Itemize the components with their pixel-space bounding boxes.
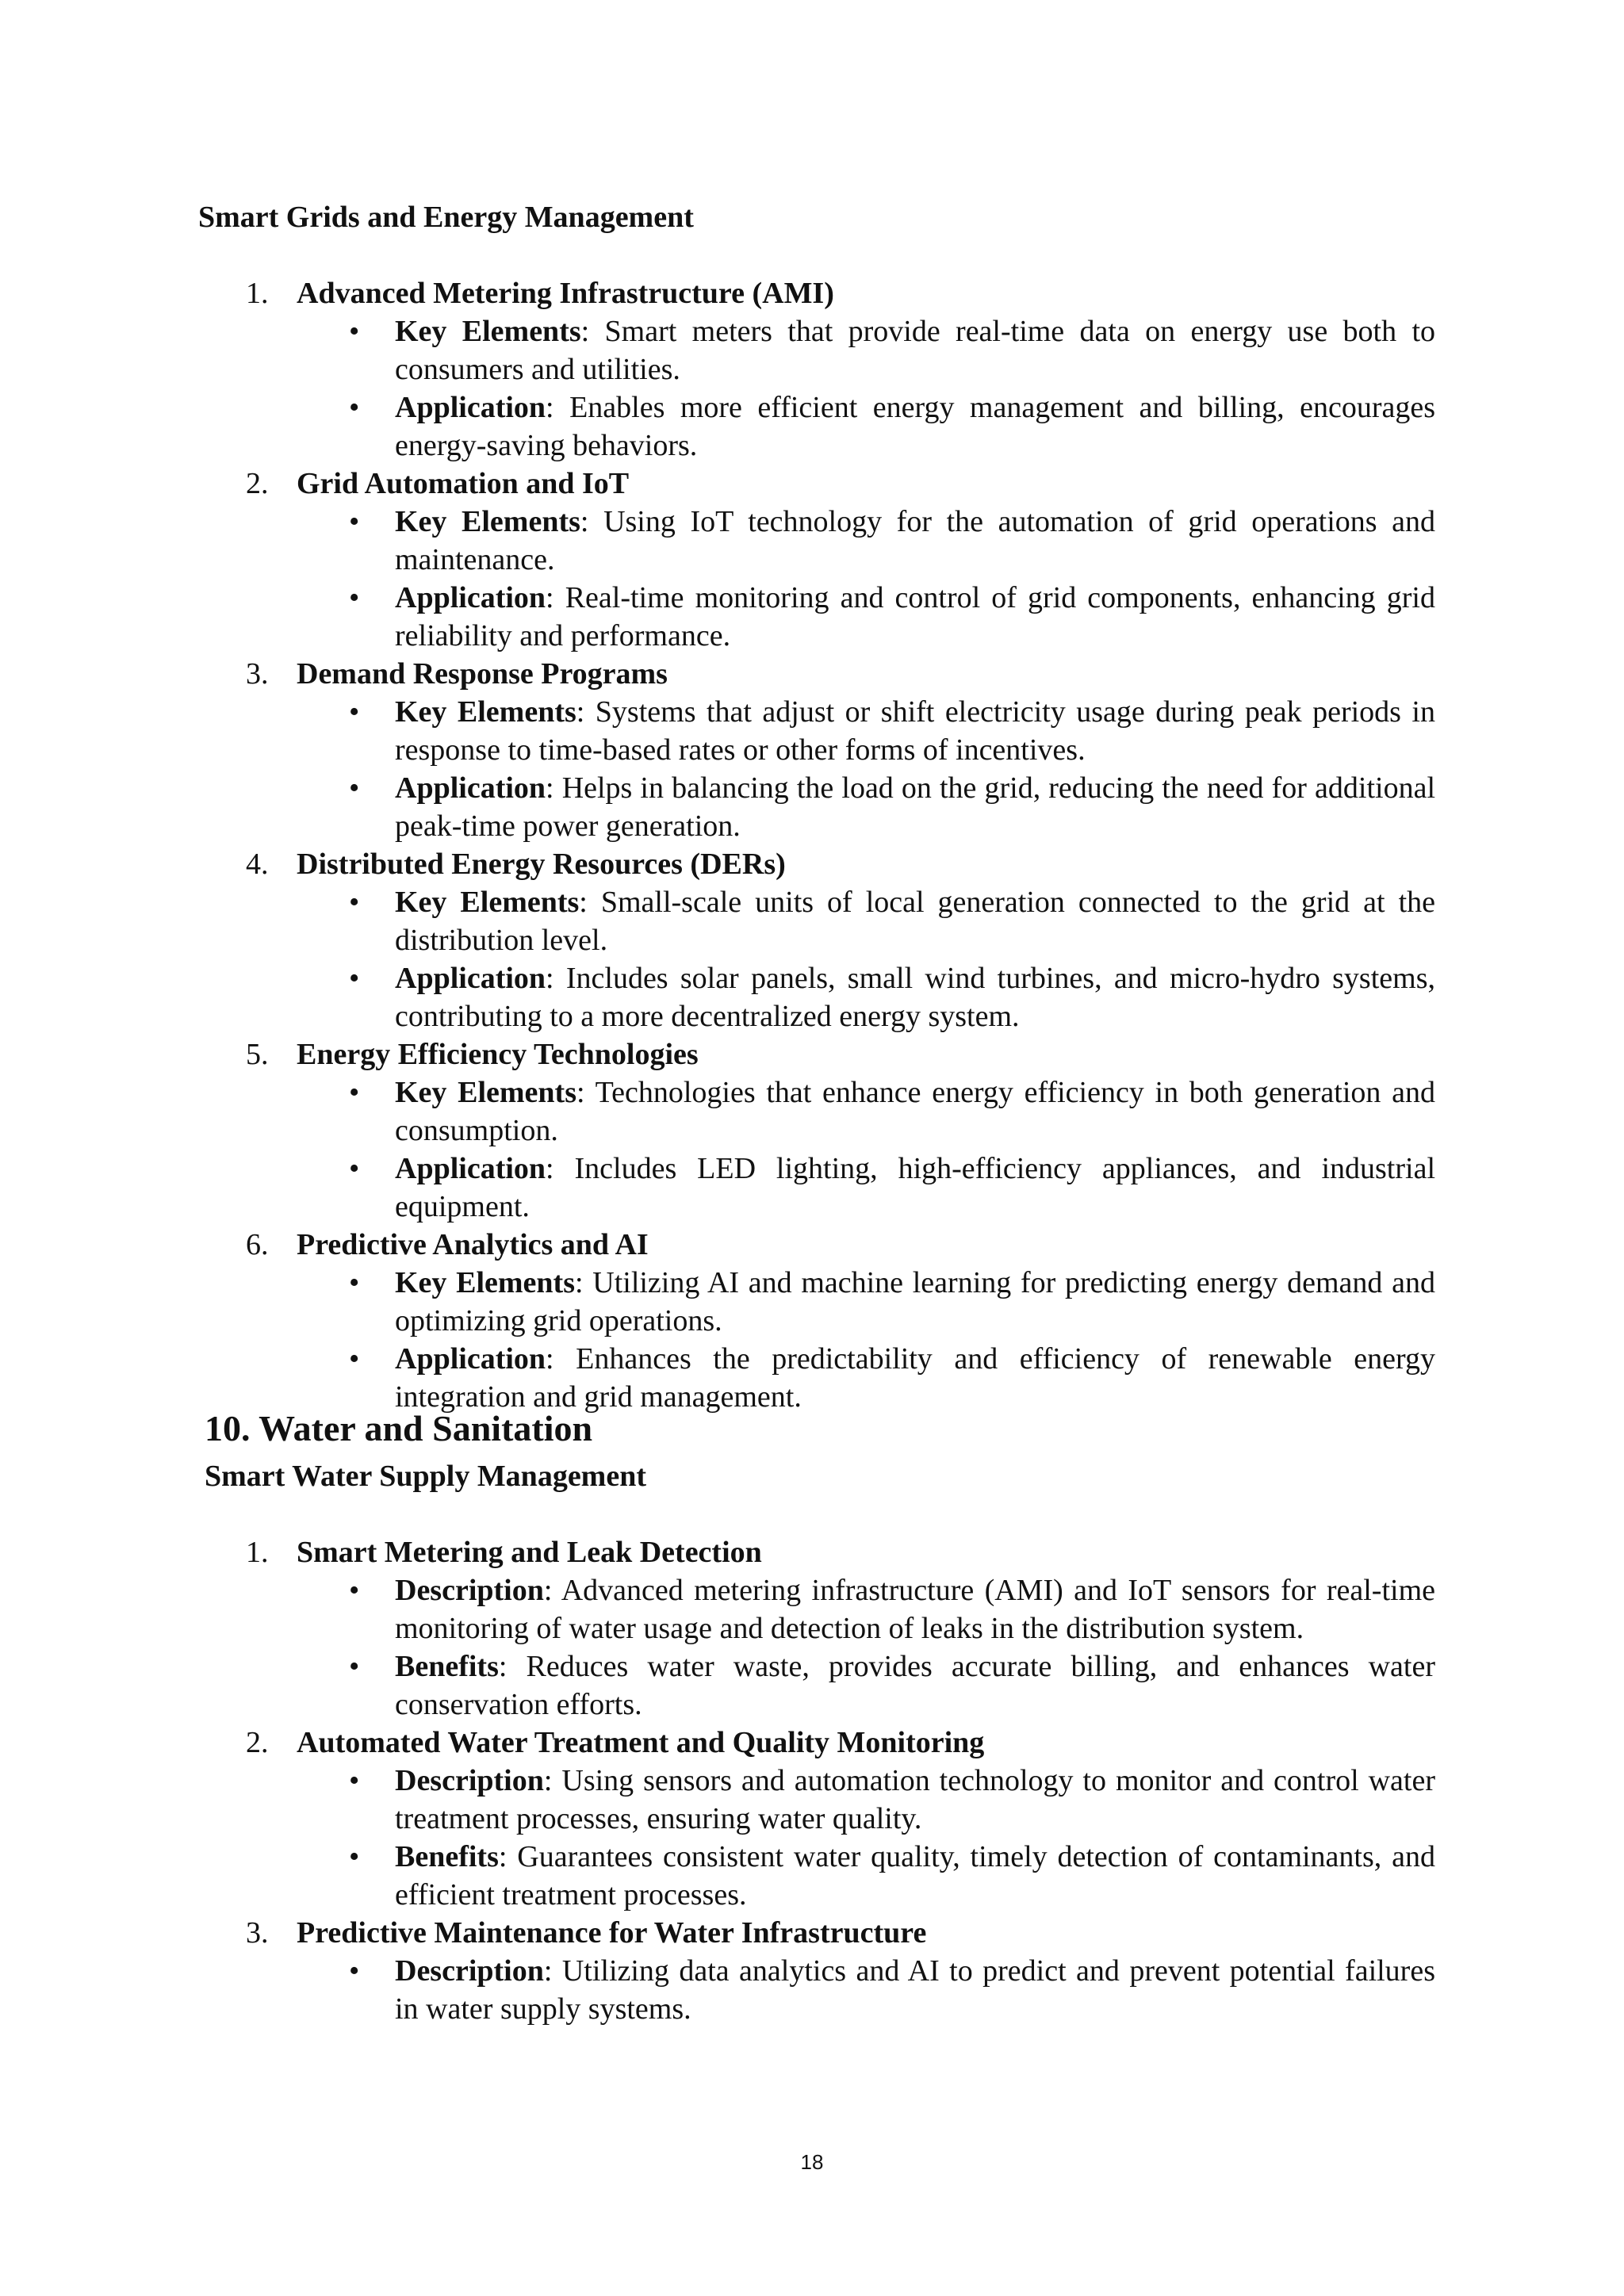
bullet-text: : Advanced metering infrastructure (AMI) and IoT sensors for real-time monitoring of water usage and detection of leaks in the distribution system. <box>395 1574 1435 1645</box>
bullet-label: Key Elements <box>395 1266 575 1299</box>
list-item-heading <box>0 1035 1624 1073</box>
bullet-point <box>349 1073 1435 1150</box>
bullet-text: : Utilizing data analytics and AI to predict and prevent potential failures in water supply systems. <box>395 1954 1435 2026</box>
list-item <box>0 1724 1624 1914</box>
bullet-text: : Using IoT technology for the automation of grid operations and maintenance. <box>395 505 1436 576</box>
item-number: 4. <box>246 848 269 881</box>
bullet-icon: • <box>349 695 360 729</box>
list-item <box>0 465 1624 655</box>
list-item <box>0 1914 1624 2028</box>
bullet-icon: • <box>349 771 360 805</box>
bullet-label: Application <box>395 1152 546 1185</box>
bullet-point <box>349 1571 1435 1647</box>
list-item-heading <box>0 655 1624 693</box>
bullet-label: Description <box>395 1574 544 1607</box>
item-title: Advanced Metering Infrastructure (AMI) <box>297 277 834 310</box>
bullet-point <box>349 1952 1435 2028</box>
item-title: Smart Metering and Leak Detection <box>297 1536 762 1569</box>
bullet-point <box>349 388 1435 465</box>
bullet-label: Key Elements <box>395 695 576 729</box>
bullet-label: Key Elements <box>395 886 580 919</box>
item-number: 6. <box>246 1228 269 1261</box>
bullet-point <box>349 1340 1435 1416</box>
bullet-icon: • <box>349 1954 360 1988</box>
item-number: 3. <box>246 657 269 691</box>
item-title: Distributed Energy Resources (DERs) <box>297 848 786 881</box>
bullet-label: Description <box>395 1954 544 1988</box>
list-item-heading <box>0 1226 1624 1264</box>
bullet-point <box>349 312 1435 388</box>
list-item-heading <box>0 1533 1624 1571</box>
item-title: Automated Water Treatment and Quality Monitoring <box>297 1726 985 1759</box>
bullet-icon: • <box>349 1076 360 1109</box>
list-item-heading <box>0 1724 1624 1762</box>
bullet-icon: • <box>349 391 360 424</box>
bullet-label: Description <box>395 1764 544 1797</box>
bullet-text: : Enhances the predictability and efficiency of renewable energy integration and grid management. <box>395 1342 1435 1414</box>
bullet-label: Key Elements <box>395 315 581 348</box>
item-title: Predictive Maintenance for Water Infrastructure <box>297 1916 927 1950</box>
bullet-point <box>349 503 1436 579</box>
section-subheading-smart-water: Smart Water Supply Management <box>205 1460 646 1493</box>
list-item-heading <box>0 845 1624 883</box>
bullet-text: : Helps in balancing the load on the grid, reducing the need for additional peak-time power generation. <box>395 771 1435 843</box>
section-subheading-smart-grids: Smart Grids and Energy Management <box>198 201 694 234</box>
item-title: Demand Response Programs <box>297 657 668 691</box>
bullet-label: Application <box>395 962 546 995</box>
bullet-text: : Using sensors and automation technology to monitor and control water treatment processes, ensuring water quality. <box>395 1764 1435 1835</box>
bullet-text: : Systems that adjust or shift electricity usage during peak periods in response to time-based rates or other forms of incentives. <box>395 695 1435 767</box>
list-item <box>0 274 1624 465</box>
bullet-text: : Small-scale units of local generation connected to the grid at the distribution level. <box>395 886 1435 957</box>
section-heading-water-sanitation: 10. Water and Sanitation <box>205 1408 593 1448</box>
bullet-text: : Smart meters that provide real-time data on energy use both to consumers and utilities. <box>395 315 1435 386</box>
list-item <box>0 1035 1624 1226</box>
bullet-label: Key Elements <box>395 505 580 538</box>
bullet-point <box>349 1762 1435 1838</box>
bullet-text: : Reduces water waste, provides accurate billing, and enhances water conservation efforts. <box>395 1650 1435 1721</box>
bullet-icon: • <box>349 315 360 348</box>
bullet-text: : Enables more efficient energy management and billing, encourages energy-saving behaviors. <box>395 391 1435 462</box>
bullet-point <box>349 1150 1435 1226</box>
bullet-point <box>349 693 1435 769</box>
list-item-heading <box>0 1914 1624 1952</box>
bullet-label: Benefits <box>395 1840 499 1873</box>
bullet-label: Key Elements <box>395 1076 576 1109</box>
bullet-text: : Real-time monitoring and control of grid components, enhancing grid reliability and performance. <box>395 581 1435 652</box>
bullet-point <box>349 883 1435 959</box>
bullet-label: Application <box>395 1342 546 1376</box>
item-number: 2. <box>246 1726 269 1759</box>
bullet-text: : Includes solar panels, small wind turbines, and micro-hydro systems, contributing to a more decentralized energy system. <box>395 962 1435 1033</box>
item-number: 1. <box>246 277 269 310</box>
bullet-icon: • <box>349 1152 360 1185</box>
list-item-heading <box>0 465 1624 503</box>
bullet-label: Benefits <box>395 1650 499 1683</box>
list-item <box>0 845 1624 1035</box>
bullet-icon: • <box>349 1266 360 1299</box>
bullet-point <box>349 1264 1435 1340</box>
bullet-point <box>349 769 1435 845</box>
bullet-point <box>349 579 1435 655</box>
item-title: Energy Efficiency Technologies <box>297 1038 699 1071</box>
bullet-label: Application <box>395 771 546 805</box>
bullet-icon: • <box>349 581 360 614</box>
smart-grids-list <box>0 274 1624 1416</box>
list-item <box>0 1226 1624 1416</box>
bullet-text: : Includes LED lighting, high-efficiency appliances, and industrial equipment. <box>395 1152 1435 1223</box>
bullet-text: : Technologies that enhance energy efficiency in both generation and consumption. <box>395 1076 1435 1147</box>
bullet-text: : Guarantees consistent water quality, timely detection of contaminants, and efficient treatment processes. <box>395 1840 1435 1911</box>
bullet-label: Application <box>395 581 546 614</box>
bullet-text: : Utilizing AI and machine learning for predicting energy demand and optimizing grid operations. <box>395 1266 1435 1337</box>
list-item-heading <box>0 274 1624 312</box>
bullet-icon: • <box>349 1764 360 1797</box>
page-number: 18 <box>800 2150 824 2174</box>
bullet-point <box>349 1647 1435 1724</box>
bullet-icon: • <box>349 962 360 995</box>
list-item <box>0 1533 1624 1724</box>
item-title: Predictive Analytics and AI <box>297 1228 649 1261</box>
bullet-point <box>349 959 1435 1035</box>
bullet-icon: • <box>349 1650 360 1683</box>
bullet-label: Application <box>395 391 546 424</box>
item-title: Grid Automation and IoT <box>297 467 630 500</box>
bullet-icon: • <box>349 1574 360 1607</box>
bullet-icon: • <box>349 505 360 538</box>
item-number: 5. <box>246 1038 269 1071</box>
item-number: 1. <box>246 1536 269 1569</box>
smart-water-list <box>0 1533 1624 2028</box>
item-number: 3. <box>246 1916 269 1950</box>
bullet-icon: • <box>349 886 360 919</box>
bullet-icon: • <box>349 1840 360 1873</box>
bullet-icon: • <box>349 1342 360 1376</box>
item-number: 2. <box>246 467 269 500</box>
list-item <box>0 655 1624 845</box>
bullet-point <box>349 1838 1435 1914</box>
